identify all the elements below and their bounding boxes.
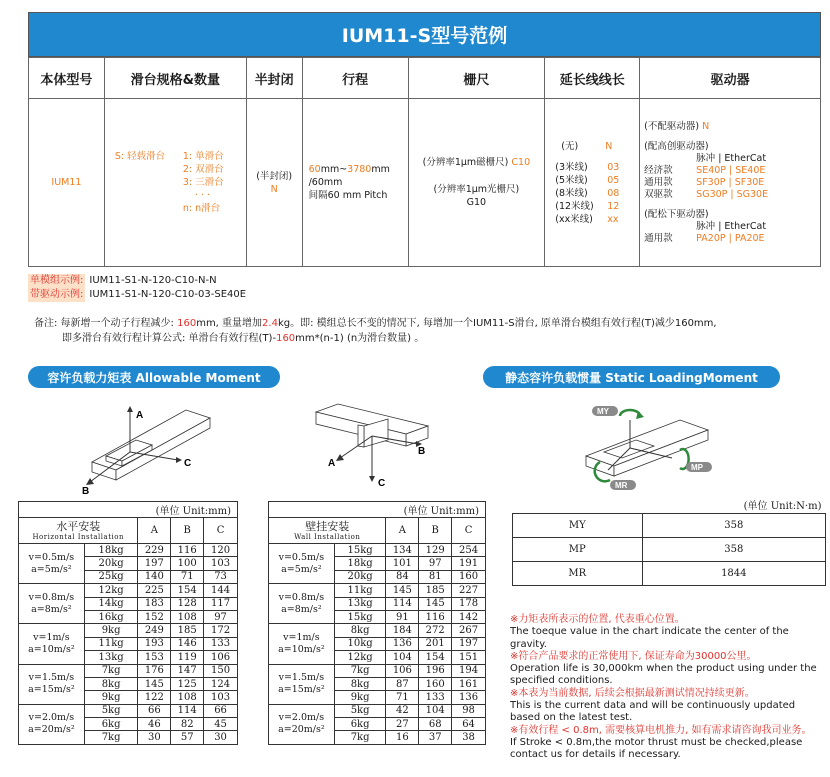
- table-title: 壁挂安装: [305, 520, 350, 533]
- moment-cell: 225: [138, 584, 171, 597]
- remark-cn: ※本表为当前数据, 后续会根据最新测试情况持续更新。: [510, 687, 755, 699]
- moment-cell: 27: [386, 718, 419, 731]
- moment-cell: 151: [452, 651, 486, 664]
- moment-cell: 116: [419, 610, 452, 623]
- table-row: [19, 584, 238, 597]
- driver-models: SE40P | SE40E: [696, 164, 766, 176]
- moment-cell: 194: [452, 664, 486, 677]
- moment-cell: 161: [452, 677, 486, 690]
- acceleration: a=20m/s²: [28, 724, 75, 736]
- moment-cell: 84: [386, 570, 419, 583]
- moment-cell: 103: [204, 691, 238, 704]
- moment-cell: 184: [386, 624, 419, 637]
- slide-item: 2: 双滑台: [182, 164, 224, 175]
- moment-cell: 125: [171, 677, 204, 690]
- static-moment-table: [512, 497, 826, 586]
- moment-cell: 172: [204, 624, 238, 637]
- moment-cell: 30: [138, 731, 171, 744]
- moment-cell: 152: [138, 610, 171, 623]
- moment-cell: 136: [452, 691, 486, 704]
- horizontal-install-diagram: [78, 400, 228, 500]
- load-cell: 25kg: [84, 570, 138, 583]
- driver-group1: (配高创驱动器): [644, 140, 709, 152]
- load-cell: 7kg: [334, 664, 386, 677]
- table-row: [19, 664, 238, 677]
- semi-cell: [246, 99, 302, 267]
- moment-cell: 57: [171, 731, 204, 744]
- velocity: v=1.5m/s: [28, 672, 75, 684]
- table-row: [19, 544, 238, 557]
- model-table: [28, 57, 821, 267]
- example-label: 带驱动示例:: [30, 289, 84, 300]
- ext-code: 03: [607, 161, 620, 173]
- moment-cell: 120: [204, 544, 238, 557]
- load-cell: 20kg: [334, 570, 386, 583]
- moment-key: MY: [513, 513, 643, 537]
- moment-cell: 104: [419, 704, 452, 717]
- load-cell: 12kg: [84, 584, 138, 597]
- acceleration: a=10m/s²: [28, 643, 75, 655]
- condition-cell: [269, 664, 335, 704]
- remark-cn: ※力矩表所表示的位置, 代表重心位置。: [510, 614, 685, 625]
- note: [34, 316, 814, 346]
- condition-cell: [19, 544, 85, 584]
- velocity: v=0.8m/s: [28, 591, 75, 603]
- moment-value: 358: [642, 537, 825, 561]
- moment-cell: 133: [419, 691, 452, 704]
- column-header: B: [419, 518, 452, 544]
- moment-label-mr: MR: [615, 481, 628, 490]
- note-value: 160: [276, 333, 296, 344]
- ext-code: xx: [607, 213, 619, 225]
- velocity: v=0.5m/s: [28, 551, 75, 563]
- moment-value: 358: [642, 513, 825, 537]
- moment-cell: 129: [419, 544, 452, 557]
- moment-cell: 178: [452, 597, 486, 610]
- ext-label: (xx米线): [555, 213, 593, 225]
- column-header: B: [171, 518, 204, 544]
- stroke-unit: mm~: [320, 164, 348, 175]
- stroke-interval: 间隔60 mm Pitch: [308, 190, 388, 201]
- axis-label-c: C: [184, 458, 192, 469]
- load-cell: 14kg: [84, 597, 138, 610]
- moment-cell: 98: [452, 704, 486, 717]
- moment-cell: 37: [419, 731, 452, 744]
- moment-cell: 146: [171, 637, 204, 650]
- moment-cell: 145: [386, 584, 419, 597]
- static-moment-title: 静态容许负载惯量 Static LoadingMoment: [483, 366, 780, 388]
- ext-code: 05: [607, 174, 620, 186]
- load-cell: 8kg: [334, 677, 386, 690]
- moment-cell: 272: [419, 624, 452, 637]
- moment-cell: 46: [138, 718, 171, 731]
- moment-cell: 160: [419, 677, 452, 690]
- moment-cell: 193: [138, 637, 171, 650]
- moment-cell: 66: [204, 704, 238, 717]
- moment-cell: 153: [138, 651, 171, 664]
- driver-group2: (配松下驱动器): [644, 208, 709, 220]
- note-text: mm, 重量增加: [196, 318, 263, 329]
- moment-cell: 45: [204, 718, 238, 731]
- moment-label-my: MY: [597, 407, 609, 416]
- condition-cell: [269, 544, 335, 584]
- body-model-cell: IUM11: [29, 99, 105, 267]
- header-driver: 驱动器: [640, 58, 821, 99]
- load-cell: 12kg: [334, 651, 386, 664]
- velocity: v=1m/s: [33, 631, 70, 643]
- moment-cell: 154: [419, 651, 452, 664]
- wall-install-diagram: [310, 400, 450, 500]
- ext-label: (12米线): [555, 200, 594, 212]
- moment-cell: 106: [204, 651, 238, 664]
- moment-cell: 142: [452, 610, 486, 623]
- moment-cell: 185: [171, 624, 204, 637]
- moment-cell: 144: [204, 584, 238, 597]
- moment-cell: 81: [419, 570, 452, 583]
- load-cell: 9kg: [84, 624, 138, 637]
- moment-cell: 91: [386, 610, 419, 623]
- moment-cell: 124: [204, 677, 238, 690]
- condition-cell: [19, 624, 85, 664]
- moment-cell: 128: [171, 597, 204, 610]
- examples: [28, 274, 246, 302]
- moment-cell: 119: [171, 651, 204, 664]
- moment-cell: 42: [386, 704, 419, 717]
- moment-cell: 101: [386, 557, 419, 570]
- ext-code: N: [605, 140, 613, 152]
- moment-cell: 30: [204, 731, 238, 744]
- axis-label-b: B: [82, 486, 90, 497]
- column-header: A: [386, 518, 419, 544]
- moment-cell: 122: [138, 691, 171, 704]
- moment-value: 1844: [642, 561, 825, 585]
- moment-cell: 73: [204, 570, 238, 583]
- load-cell: 6kg: [84, 718, 138, 731]
- velocity: v=1.5m/s: [278, 672, 325, 684]
- load-cell: 7kg: [84, 731, 138, 744]
- scale-line1: (分辨率1μm磁栅尺): [422, 157, 509, 168]
- driver-type: 经济款: [644, 164, 673, 176]
- load-cell: 15kg: [334, 610, 386, 623]
- table-row: [269, 544, 486, 557]
- driver-group1-head: 脉冲 | EtherCat: [696, 152, 767, 164]
- wall-load-table: [268, 501, 486, 745]
- load-cell: 9kg: [84, 691, 138, 704]
- moment-cell: 249: [138, 624, 171, 637]
- load-cell: 11kg: [334, 584, 386, 597]
- moment-cell: 87: [386, 677, 419, 690]
- load-cell: 18kg: [84, 544, 138, 557]
- ext-label: (8米线): [555, 187, 588, 199]
- moment-label-mp: MP: [691, 463, 703, 472]
- moment-cell: 16: [386, 731, 419, 744]
- remark-en: Operation life is 30,000km when the product using under the specified conditions.: [510, 663, 817, 687]
- slide-dots: · · ·: [194, 190, 210, 201]
- slide-item-n: n: n滑台: [182, 203, 221, 214]
- table-row: [269, 664, 486, 677]
- driver-none-label: (不配驱动器): [644, 120, 700, 132]
- slide-cell: [104, 99, 246, 267]
- moment-cell: 66: [138, 704, 171, 717]
- moment-key: MP: [513, 537, 643, 561]
- moment-cell: 68: [419, 718, 452, 731]
- moment-cell: 104: [386, 651, 419, 664]
- moment-key: MR: [513, 561, 643, 585]
- acceleration: a=10m/s²: [278, 643, 325, 655]
- slide-item: 3: 三滑台: [182, 177, 224, 188]
- scale-code1: C10: [511, 157, 531, 168]
- moment-cell: 154: [171, 584, 204, 597]
- driver-type: 通用款: [644, 176, 673, 188]
- load-cell: 8kg: [334, 624, 386, 637]
- table-row: [269, 704, 486, 717]
- moment-cell: 114: [386, 597, 419, 610]
- header-extension: 延长线线长: [545, 58, 640, 99]
- acceleration: a=20m/s²: [278, 724, 325, 736]
- load-cell: 5kg: [84, 704, 138, 717]
- moment-cell: 136: [386, 637, 419, 650]
- moment-cell: 97: [419, 557, 452, 570]
- stroke-pitch: /60mm: [308, 177, 343, 188]
- condition-cell: [19, 664, 85, 704]
- header-semi: 半封闭: [246, 58, 302, 99]
- table-row: [19, 624, 238, 637]
- condition-cell: [269, 624, 335, 664]
- scale-code2: G10: [466, 197, 487, 208]
- moment-cell: 64: [452, 718, 486, 731]
- axis-label-c: C: [378, 478, 386, 489]
- moment-cell: 150: [204, 664, 238, 677]
- semi-code: N: [270, 183, 278, 195]
- note-value: 2.4: [262, 318, 278, 329]
- moment-cell: 145: [419, 597, 452, 610]
- remarks: [510, 614, 828, 762]
- note-text: 备注: 每新增一个动子行程减少:: [34, 318, 178, 329]
- velocity: v=0.8m/s: [278, 591, 325, 603]
- remark-en: This is the current data and will be continuously updated based on the latest test.: [510, 700, 796, 724]
- acceleration: a=15m/s²: [278, 684, 325, 696]
- moment-cell: 197: [452, 637, 486, 650]
- load-cell: 6kg: [334, 718, 386, 731]
- driver-group2-head: 脉冲 | EtherCat: [696, 220, 767, 232]
- moment-cell: 108: [171, 610, 204, 623]
- moment-cell: 117: [204, 597, 238, 610]
- stroke-min: 60: [308, 164, 321, 175]
- axis-label-a: A: [136, 410, 144, 421]
- example-value: IUM11-S1-N-120-C10-03-SE40E: [89, 289, 247, 300]
- axis-label-b: B: [418, 446, 426, 457]
- table-subtitle: Horizontal Installation: [32, 533, 124, 541]
- remark-en: The toeque value in the chart indicate the center of the gravity.: [510, 626, 789, 650]
- moment-cell: 114: [171, 704, 204, 717]
- velocity: v=2.0m/s: [28, 712, 75, 724]
- load-cell: 8kg: [84, 677, 138, 690]
- moment-cell: 108: [171, 691, 204, 704]
- load-cell: 5kg: [334, 704, 386, 717]
- moment-cell: 140: [138, 570, 171, 583]
- acceleration: a=5m/s²: [31, 563, 72, 575]
- remark-cn: ※符合产品要求的正常使用下, 保证寿命为30000公里。: [510, 650, 757, 662]
- load-cell: 18kg: [334, 557, 386, 570]
- note-text: mm*(n-1) (n为滑台数量) 。: [295, 333, 425, 344]
- example-value: IUM11-S1-N-120-C10-N-N: [89, 275, 217, 286]
- condition-cell: [269, 704, 335, 744]
- load-cell: 20kg: [84, 557, 138, 570]
- moment-cell: 38: [452, 731, 486, 744]
- header-stroke: 行程: [302, 58, 408, 99]
- moment-cell: 197: [138, 557, 171, 570]
- ext-label: (无): [561, 140, 579, 152]
- moment-cell: 145: [138, 677, 171, 690]
- stroke-cell: [302, 99, 408, 267]
- moment-cell: 147: [171, 664, 204, 677]
- note-value: 160: [177, 318, 197, 329]
- driver-models: SF30P | SF30E: [696, 176, 765, 188]
- moment-cell: 97: [204, 610, 238, 623]
- velocity: v=2.0m/s: [278, 712, 325, 724]
- moment-cell: 116: [171, 544, 204, 557]
- condition-cell: [19, 704, 85, 744]
- velocity: v=1m/s: [283, 631, 320, 643]
- table-row: [19, 704, 238, 717]
- remark-en: If Stroke < 0.8m,the motor thrust must be checked,please contact us for details if necessary.: [510, 736, 803, 761]
- semi-label: (半封闭): [256, 170, 293, 182]
- note-text: 即多滑台有效行程计算公式: 单滑台有效行程(T)-: [62, 333, 277, 344]
- driver-models: SG30P | SG30E: [696, 188, 769, 200]
- load-cell: 15kg: [334, 544, 386, 557]
- moment-cell: 100: [171, 557, 204, 570]
- acceleration: a=8m/s²: [281, 603, 322, 615]
- header-scale: 栅尺: [408, 58, 545, 99]
- ext-label: (5米线): [555, 174, 588, 186]
- table-title: 水平安装: [56, 520, 101, 533]
- moment-cell: 183: [138, 597, 171, 610]
- table-subtitle: Wall Installation: [294, 533, 361, 541]
- load-cell: 9kg: [334, 691, 386, 704]
- unit-label: (单位 Unit:mm): [269, 502, 486, 518]
- note-text: kg。即: 模组总长不变的情况下, 每增加一个IUM11-S滑台, 原单滑台模组有效行程(T)减少160mm,: [277, 318, 717, 329]
- driver-type: 双驱款: [644, 188, 673, 200]
- moment-cell: 71: [171, 570, 204, 583]
- moment-cell: 106: [386, 664, 419, 677]
- column-header: C: [204, 518, 238, 544]
- moment-cell: 227: [452, 584, 486, 597]
- load-cell: 10kg: [334, 637, 386, 650]
- acceleration: a=8m/s²: [31, 603, 72, 615]
- acceleration: a=15m/s²: [28, 684, 75, 696]
- header-slide: 滑台规格&数量: [104, 58, 246, 99]
- moment-cell: 201: [419, 637, 452, 650]
- example-label: 单模组示例:: [30, 275, 84, 286]
- moment-cell: 134: [386, 544, 419, 557]
- static-moment-diagram: [580, 398, 730, 496]
- scale-line2: (分辨率1μm光栅尺): [433, 184, 520, 195]
- condition-cell: [19, 584, 85, 624]
- acceleration: a=5m/s²: [281, 563, 322, 575]
- moment-cell: 229: [138, 544, 171, 557]
- load-cell: 16kg: [84, 610, 138, 623]
- moment-cell: 82: [171, 718, 204, 731]
- moment-cell: 196: [419, 664, 452, 677]
- load-cell: 7kg: [84, 664, 138, 677]
- moment-cell: 191: [452, 557, 486, 570]
- unit-label: (单位 Unit:mm): [19, 502, 238, 518]
- stroke-unit: mm: [371, 164, 390, 175]
- load-cell: 13kg: [84, 651, 138, 664]
- driver-models: PA20P | PA20E: [696, 232, 765, 244]
- slide-item: 1: 单滑台: [182, 151, 224, 162]
- ext-code: 12: [607, 200, 620, 212]
- load-cell: 7kg: [334, 731, 386, 744]
- unit-label: (单位 Unit:N·m): [513, 497, 826, 513]
- moment-cell: 160: [452, 570, 486, 583]
- axis-label-a: A: [328, 458, 336, 469]
- condition-cell: [269, 584, 335, 624]
- ext-code: 08: [607, 187, 620, 199]
- moment-cell: 103: [204, 557, 238, 570]
- remark-cn: ※有效行程 < 0.8m, 需要核算电机推力, 如有需求请咨询我司业务。: [510, 724, 812, 736]
- driver-cell: [640, 99, 821, 267]
- load-cell: 11kg: [84, 637, 138, 650]
- extension-cell: [545, 99, 640, 267]
- moment-cell: 133: [204, 637, 238, 650]
- moment-cell: 254: [452, 544, 486, 557]
- moment-cell: 176: [138, 664, 171, 677]
- driver-none-code: N: [702, 120, 710, 132]
- load-cell: 13kg: [334, 597, 386, 610]
- scale-cell: [408, 99, 545, 267]
- stroke-max: 3780: [347, 164, 372, 175]
- column-header: A: [138, 518, 171, 544]
- moment-cell: 185: [419, 584, 452, 597]
- driver-type: 通用款: [644, 232, 673, 244]
- table-row: [269, 584, 486, 597]
- slide-s-label: S: 轻载滑台: [114, 151, 166, 162]
- model-title: IUM11-S型号范例: [28, 12, 821, 57]
- header-body-model: 本体型号: [29, 58, 105, 99]
- table-row: [269, 624, 486, 637]
- velocity: v=0.5m/s: [278, 551, 325, 563]
- allowable-moment-title: 容许负载力矩表 Allowable Moment: [28, 366, 280, 388]
- moment-cell: 71: [386, 691, 419, 704]
- ext-label: (3米线): [555, 161, 588, 173]
- horizontal-load-table: [18, 501, 238, 745]
- moment-cell: 267: [452, 624, 486, 637]
- column-header: C: [452, 518, 486, 544]
